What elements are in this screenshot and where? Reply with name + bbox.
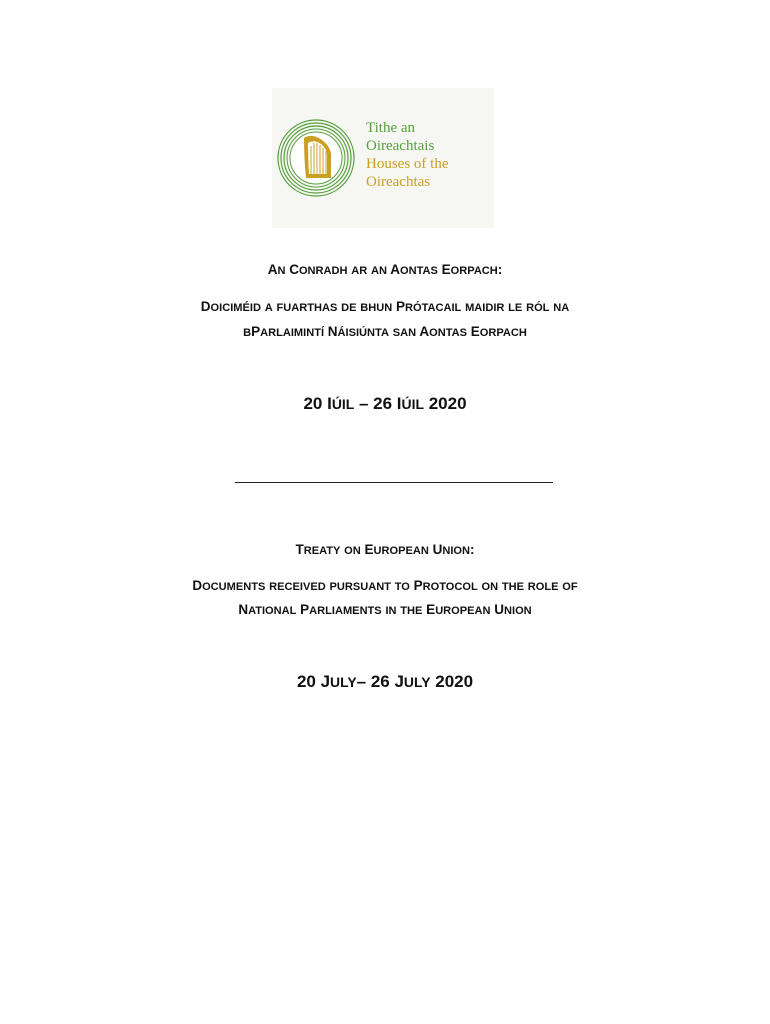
irish-subtitle-line-2: BPARLAIMINTÍ NÁISIÚNTA SAN AONTAS EORPACH [243,324,527,339]
english-title: TREATY ON EUROPEAN UNION: [295,542,475,557]
irish-title: AN CONRADH AR AN AONTAS EORPACH: [267,262,503,277]
irish-date-range: 20 IÚIL – 26 IÚIL 2020 [303,394,467,413]
logo-line-en-2: Oireachtas [366,174,431,190]
logo-line-ga-2: Oireachtais [366,138,435,154]
logo-line-ga-1: Tithe an [366,120,416,136]
english-subtitle-line-1: DOCUMENTS RECEIVED PURSUANT TO PROTOCOL ON THE ROLE OF [192,578,578,593]
logo-wordmark [366,119,449,191]
english-subtitle-line-2: NATIONAL PARLIAMENTS IN THE EUROPEAN UNION [238,602,532,617]
logo-line-en-1: Houses of the [366,156,449,172]
section-divider [235,482,553,483]
english-date-range: 20 JULY– 26 JULY 2020 [296,672,474,691]
harp-icon [276,118,356,198]
irish-subtitle-line-1: DOICIMÉID A FUARTHAS DE BHUN PRÓTACAIL MAIDIR LE RÓL NA [200,299,570,314]
oireachtas-logo [272,88,494,228]
